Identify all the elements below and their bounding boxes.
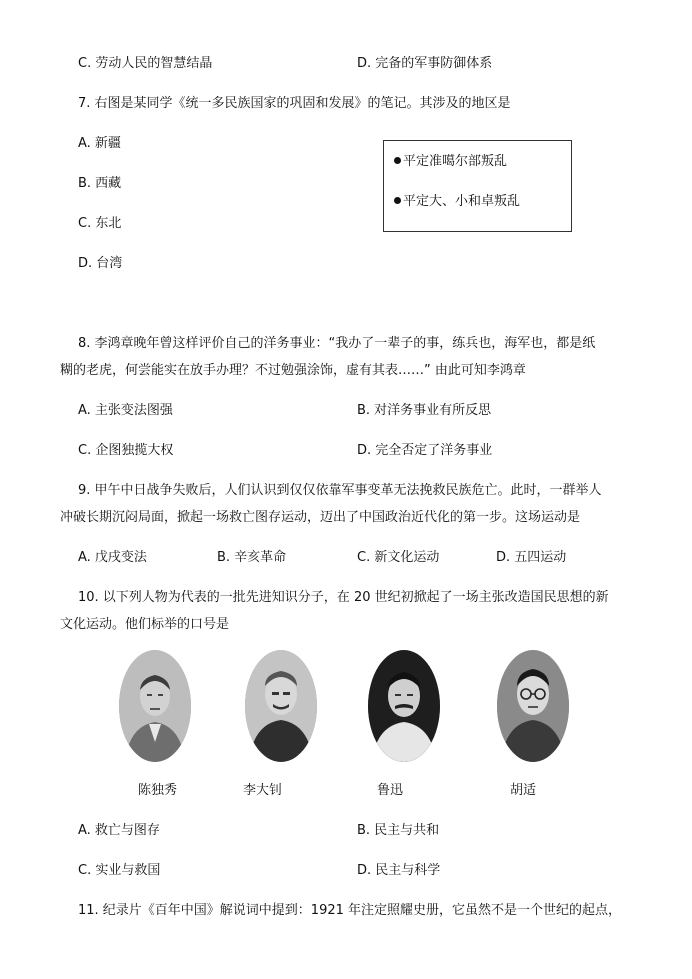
- portrait-caption-4: 胡适: [510, 783, 537, 798]
- q9-option-b: B. 辛亥革命: [217, 550, 287, 565]
- q6-option-d: D. 完备的军事防御体系: [357, 56, 493, 71]
- q8-option-d: D. 完全否定了洋务事业: [357, 443, 493, 458]
- q10-stem-line-1: 10. 以下列人物为代表的一批先进知识分子，在 20 世纪初掀起了一场主张改造国民思想的新: [78, 590, 609, 605]
- q7-option-d: D. 台湾: [78, 256, 123, 271]
- q11-stem-line-1: 11. 纪录片《百年中国》解说词中提到：1921 年注定照耀史册，它虽然不是一个世纪的起点，: [78, 903, 622, 918]
- q8-stem-line-2: 糊的老虎，何尝能实在放手办理？不过勉强涂饰，虚有其表……” 由此可知李鸿章: [60, 363, 526, 378]
- q7-note-line-1: [394, 153, 507, 171]
- portrait-caption-3: 鲁迅: [377, 783, 404, 798]
- q10-option-c: C. 实业与救国: [78, 863, 161, 878]
- q8-option-c: C. 企图独揽大权: [78, 443, 174, 458]
- q7-note-box: [383, 140, 572, 232]
- q7-option-a: A. 新疆: [78, 136, 121, 151]
- q6-option-c: C. 劳动人民的智慧结晶: [78, 56, 213, 71]
- portrait-chen-duxiu: [119, 650, 191, 762]
- q9-option-d: D. 五四运动: [496, 550, 567, 565]
- portrait-li-dazhao: [245, 650, 317, 762]
- portrait-caption-1: 陈独秀: [138, 783, 178, 798]
- q9-option-a: A. 戊戌变法: [78, 550, 147, 565]
- q10-option-d: D. 民主与科学: [357, 863, 441, 878]
- q10-option-a: A. 救亡与图存: [78, 823, 160, 838]
- q7-note-text-1: 平定准噶尔部叛乱: [403, 154, 508, 169]
- q9-stem-line-2: 冲破长期沉闷局面，掀起一场救亡图存运动，迈出了中国政治近代化的第一步。这场运动是: [60, 510, 581, 525]
- q8-option-a: A. 主张变法图强: [78, 403, 173, 418]
- bullet-dot-icon: [394, 157, 401, 164]
- portrait-lu-xun: [368, 650, 440, 762]
- q9-option-c: C. 新文化运动: [357, 550, 440, 565]
- person-photo-icon: [497, 650, 569, 762]
- q10-option-b: B. 民主与共和: [357, 823, 440, 838]
- q8-option-b: B. 对洋务事业有所反思: [357, 403, 492, 418]
- q9-stem-line-1: 9. 甲午中日战争失败后，人们认识到仅仅依靠军事变革无法挽救民族危亡。此时，一群举人: [78, 483, 602, 498]
- person-photo-icon: [245, 650, 317, 762]
- q7-note-text-2: 平定大、小和卓叛乱: [403, 194, 521, 209]
- q8-stem-line-1: 8. 李鸿章晚年曾这样评价自己的洋务事业：“我办了一辈子的事，练兵也，海军也，都是纸: [78, 336, 596, 351]
- person-photo-icon: [119, 650, 191, 762]
- person-photo-icon: [368, 650, 440, 762]
- q7-option-c: C. 东北: [78, 216, 122, 231]
- bullet-dot-icon: [394, 197, 401, 204]
- q7-stem: 7. 右图是某同学《统一多民族国家的巩固和发展》的笔记。其涉及的地区是: [78, 96, 511, 111]
- portrait-hu-shi: [497, 650, 569, 762]
- q10-stem-line-2: 文化运动。他们标举的口号是: [60, 617, 230, 632]
- portrait-caption-2: 李大钊: [243, 783, 283, 798]
- q7-note-line-2: [394, 193, 520, 211]
- q7-option-b: B. 西藏: [78, 176, 122, 191]
